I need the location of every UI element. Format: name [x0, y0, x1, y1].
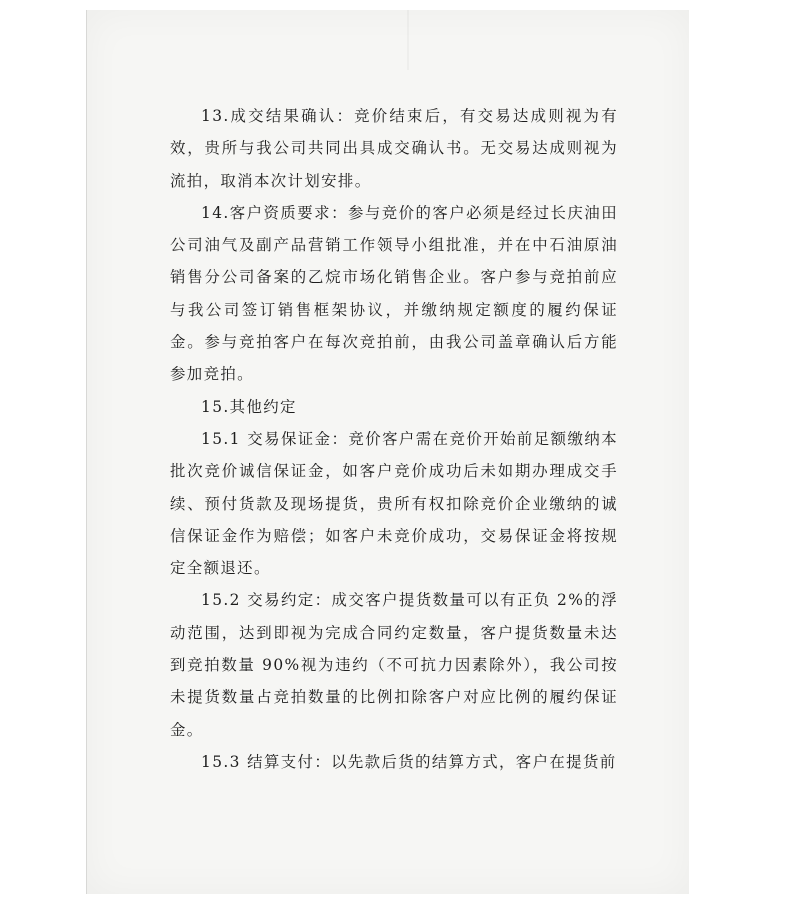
document-body — [170, 100, 618, 778]
paragraph-15-3-settlement: 15.3 结算支付：以先款后货的结算方式，客户在提货前 — [201, 752, 617, 771]
paragraph-15-2-trade-agreement: 15.2 交易约定：成交客户提货数量可以有正负 2%的浮动范围，达到即视为完成合同约定数量，客户提货数量未达到竞拍数量 90%视为违约（不可抗力因素除外），我公司按未提货数量占竞拍数量的比例扣除客户对应比例的履约保证金。 — [170, 591, 618, 739]
paragraph-15-1-deposit: 15.1 交易保证金：竞价客户需在竞价开始前足额缴纳本批次竞价诚信保证金，如客户竞价成功后未如期办理成交手续、预付货款及现场提货，贵所有权扣除竞价企业缴纳的诚信保证金作为赔偿；如客户未竞价成功，交易保证金将按规定全额退还。 — [170, 429, 618, 578]
paragraph-14-customer-qualification: 14.客户资质要求：参与竞价的客户必须是经过长庆油田公司油气及副产品营销工作领导小组批准，并在中石油原油销售分公司备案的乙烷市场化销售企业。客户参与竞拍前应与我公司签订销售框架协议，并缴纳规定额度的履约保证金。参与竞拍客户在每次竞拍前，由我公司盖章确认后方能参加竞拍。 — [170, 203, 618, 384]
paragraph-13-result-confirmation: 13.成交结果确认：竞价结束后，有交易达成则视为有效，贵所与我公司共同出具成交确认书。无交易达成则视为流拍，取消本次计划安排。 — [170, 107, 618, 190]
paragraph-15-other-agreements: 15.其他约定 — [201, 397, 297, 416]
